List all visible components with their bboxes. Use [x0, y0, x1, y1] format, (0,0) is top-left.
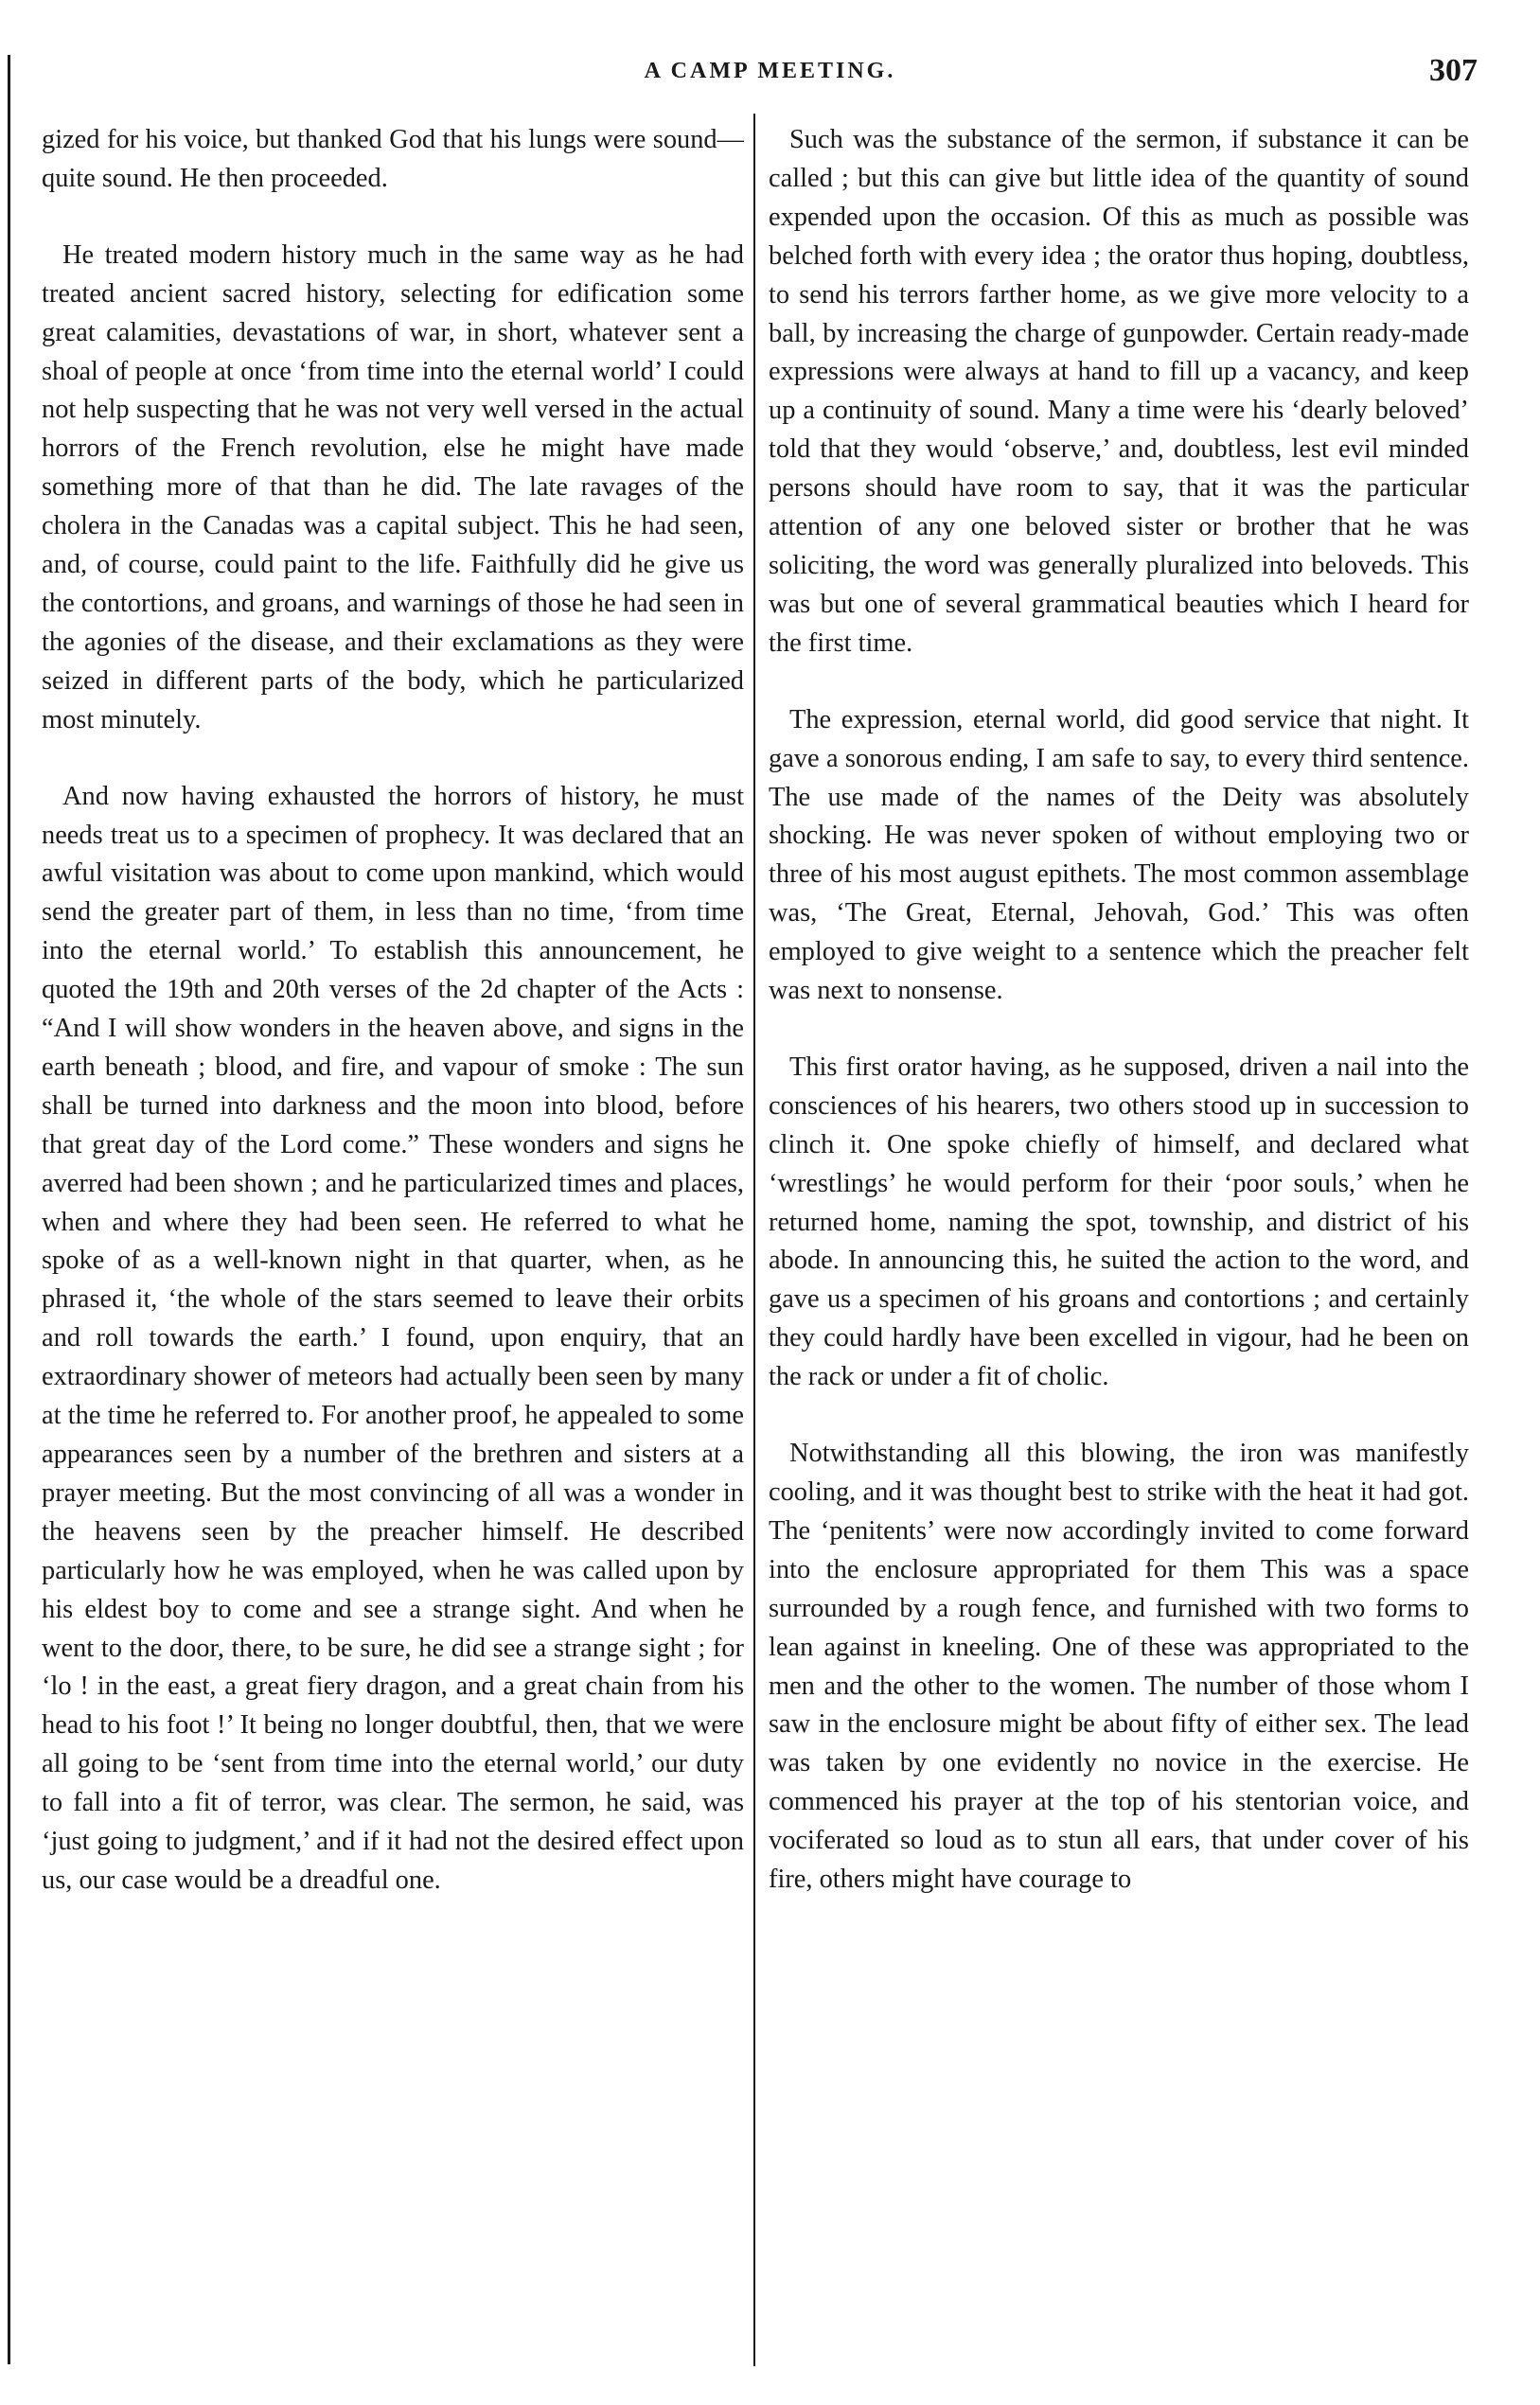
paragraph: This first orator having, as he supposed, driven a nail into the consciences of his hearers, two others stood up in succession to clinch it. One spoke chiefly of himself, and declared what ‘wrestlings’ he would perform for their ‘poor souls,’ when he returned home, naming the spot, township, and district of his abode. In announcing this, he suited the action to the word, and gave us a specimen of his groans and contortions ; and certainly they could hardly have been excelled in vigour, had he been on the rack or under a fit of cholic.	[769, 1052, 1469, 1392]
paragraph: The expression, eternal world, did good service that night. It gave a sonorous ending, I am safe to say, to every third sentence. The use made of the names of the Deity was absolutely shocking. He was never spoken of without employing two or three of his most august epithets. The most common assemblage was, ‘The Great, Eternal, Jehovah, God.’ This was often employed to give weight to a sentence which the preacher felt was next to nonsense.	[769, 704, 1469, 1006]
page-number: 307	[1429, 53, 1478, 88]
left-column	[42, 121, 744, 2374]
paragraph: Such was the substance of the sermon, if substance it can be called ; but this can give but little idea of the quantity of sound expended upon the occasion. Of this as much as possible was belched forth with every idea ; the orator thus hoping, doubtless, to send his terrors farther home, as we give more velocity to a ball, by increasing the charge of gunpowder. Certain ready-made expressions were always at hand to fill up a vacancy, and keep up a continuity of sound. Many a time were his ‘dearly beloved’ told that they would ‘observe,’ and, doubtless, lest evil minded persons should have room to say, that it was the particular attention of any one beloved sister or brother that he was soliciting, the word was generally pluralized into beloveds. This was but one of several grammatical beauties which I heard for the first time.	[769, 125, 1469, 658]
paragraph: He treated modern history much in the same way as he had treated ancient sacred history, selecting for edification some great calamities, devastations of war, in short, whatever sent a shoal of people at once ‘from time into the eternal world’ I could not help suspecting that he was not very well versed in the actual horrors of the French revolution, else he might have made something more of that than he did. The late ravages of the cholera in the Canadas was a capital subject. This he had seen, and, of course, could paint to the life. Faithfully did he give us the contortions, and groans, and warnings of those he had seen in the agonies of the disease, and their exclamations as they were seized in different parts of the body, which he particularized most minutely.	[42, 239, 744, 734]
paragraph: And now having exhausted the horrors of history, he must needs treat us to a specimen of prophecy. It was declared that an awful visitation was about to come upon mankind, which would send the greater part of them, in less than no time, ‘from time into the eternal world.’ To establish this announcement, he quoted the 19th and 20th verses of the 2d chapter of the Acts : “And I will show wonders in the heaven above, and signs in the earth beneath ; blood, and fire, and vapour of smoke : The sun shall be turned into darkness and the moon into blood, before that great day of the Lord come.” These wonders and signs he averred had been shown ; and he particularized times and places, when and where they had been seen. He referred to what he spoke of as a well-known night in that quarter, when, as he phrased it, ‘the whole of the stars seemed to leave their orbits and roll towards the earth.’ I found, upon enquiry, that an extraordinary shower of meteors had actually been seen by many at the time he referred to. For another proof, he appealed to some appearances seen by a number of the brethren and sisters at a prayer meeting. But the most convincing of all was a wonder in the heavens seen by the preacher himself. He described particularly how he was employed, when he was called upon by his eldest boy to come and see a strange sight. And when he went to the door, there, to be sure, he did see a strange sight ; for ‘lo ! in the east, a great fiery dragon, and a great chain from his head to his foot !’ It being no longer doubtful, then, that we were all going to be ‘sent from time into the eternal world,’ our duty to fall into a fit of terror, was clear. The sermon, he said, was ‘just going to judgment,’ and if it had not the desired effect upon us, our case would be a dreadful one.	[42, 781, 744, 1895]
page-edge-rule	[8, 55, 10, 2364]
paragraph: Notwithstanding all this blowing, the iron was manifestly cooling, and it was thought best to strike with the heat it had got. The ‘penitents’ were now accordingly invited to come forward into the enclosure appropriated for them This was a space surrounded by a rough fence, and furnished with two forms to lean against in kneeling. One of these was appropriated to the men and the other to the women. The number of those whom I saw in the enclosure might be about fifty of either sex. The lead was taken by one evidently no novice in the exercise. He commenced his prayer at the top of his stentorian voice, and vociferated so loud as to stun all ears, that under cover of his fire, others might have courage to	[769, 1439, 1469, 1895]
right-column	[769, 121, 1469, 2374]
running-header: A CAMP MEETING.	[644, 59, 896, 83]
column-divider	[753, 114, 755, 2366]
paragraph: gized for his voice, but thanked God that his lungs were sound—quite sound. He then proceeded.	[42, 125, 744, 193]
